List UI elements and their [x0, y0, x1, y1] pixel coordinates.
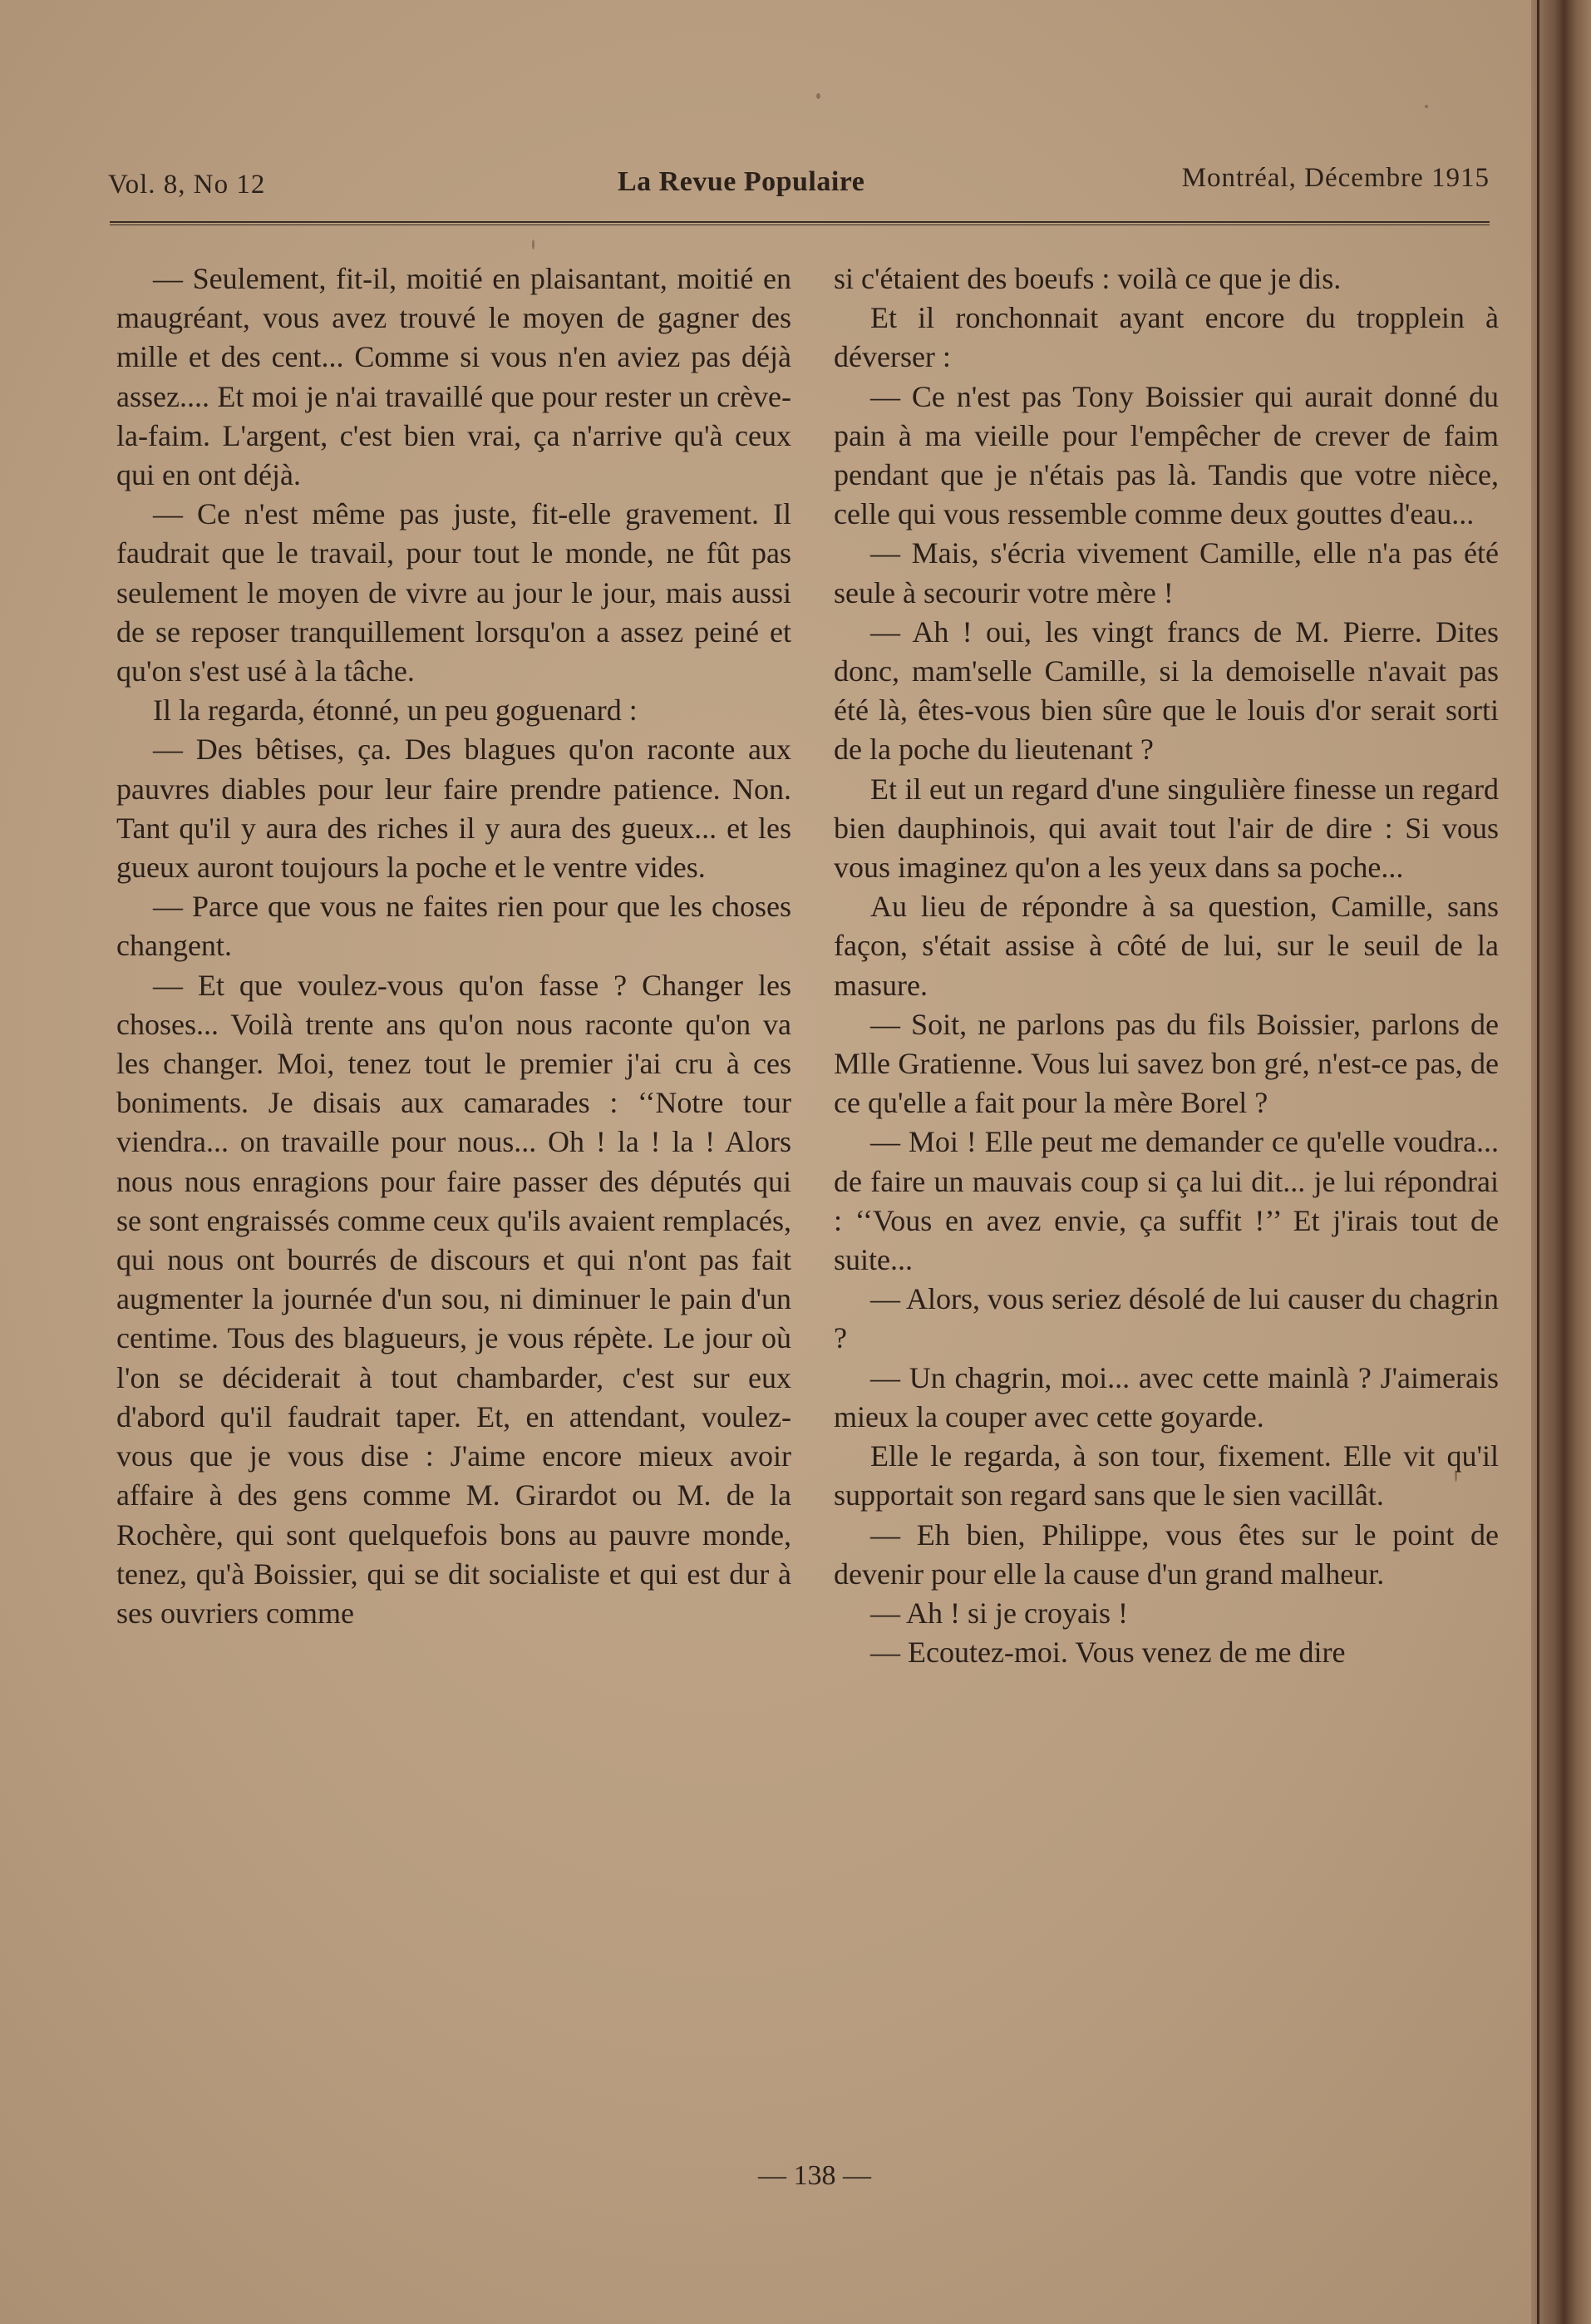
right-text-column: [834, 259, 1499, 1672]
paragraph: — Un chagrin, moi... avec cette mainlà ? J'aimerais mieux la couper avec cette goyarde.: [834, 1360, 1499, 1433]
header-volume: Vol. 8, No 12: [108, 170, 266, 200]
paragraph: — Eh bien, Philippe, vous êtes sur le point de devenir pour elle la cause d'un grand malheur.: [834, 1517, 1499, 1591]
paper-speck: [816, 93, 820, 99]
paragraph: — Mais, s'écria vivement Camille, elle n'a pas été seule à secourir votre mère !: [834, 536, 1499, 609]
paragraph: Il la regarda, étonné, un peu goguenard :: [153, 693, 638, 728]
paper-speck: [1425, 105, 1428, 108]
paragraph: Elle le regarda, à son tour, fixement. Elle vit qu'il supportait son regard sans que le sien vacillât.: [834, 1439, 1499, 1512]
paragraph: Au lieu de répondre à sa question, Camille, sans façon, s'était assise à côté de lui, sur le seuil de la masure.: [834, 890, 1499, 1002]
header-rule: [110, 221, 1490, 225]
paragraph: — Seulement, fit-il, moitié en plaisantant, moitié en maugréant, vous avez trouvé le moyen de gagner des mille et des cent... Comme si vous n'en aviez pas déjà assez.... Et moi je n'ai travaillé que pour rester un crève-la-faim. L'argent, c'est bien vrai, ça n'arrive qu'à ceux qui en ont déjà.: [116, 262, 791, 492]
book-gutter-line: [1537, 0, 1539, 2324]
header-journal-title: La Revue Populaire: [618, 166, 865, 197]
paragraph: — Parce que vous ne faites rien pour que les choses changent.: [116, 890, 791, 963]
paper-speck: [532, 239, 534, 249]
book-spine-shadow: [1531, 0, 1591, 2324]
paragraph: — Et que voulez-vous qu'on fasse ? Changer les choses... Voilà trente ans qu'on nous raconte qu'on va les changer. Moi, tenez tout le premier j'ai cru à ces boniments. Je disais aux camarades : ‘‘Notre tour viendra... on travaille pour nous... Oh ! la ! la ! Alors nous nous enragions pour faire passer des députés qui se sont engraissés comme ceux qu'ils avaient remplacés, qui nous ont bourrés de discours et qui n'ont pas fait augmenter la journée d'un sou, ni diminuer le pain d'un centime. Tous des blagueurs, je vous répète. Le jour où l'on se déciderait à tout chambarder, c'est sur eux d'abord qu'il faudrait taper. Et, en attendant, voulez-vous que je vous dise : J'aime encore mieux avoir affaire à des gens comme M. Girardot ou M. de la Rochère, qui sont quelquefois bons au pauvre monde, tenez, qu'à Boissier, qui se dit socialiste et qui est dur à ses ouvriers comme: [116, 968, 791, 1630]
paragraph: — Ecoutez-moi. Vous venez de me dire: [870, 1636, 1346, 1670]
running-header: [106, 163, 1495, 213]
paragraph: — Alors, vous seriez désolé de lui causer du chagrin ?: [834, 1282, 1499, 1355]
paragraph: — Ah ! oui, les vingt francs de M. Pierre. Dites donc, mam'selle Camille, si la demoiselle n'avait pas été là, êtes-vous bien sûre que le louis d'or serait sorti de la poche du lieutenant ?: [834, 614, 1499, 767]
paragraph: — Ah ! si je croyais !: [870, 1596, 1128, 1630]
paragraph: — Ce n'est pas Tony Boissier qui aurait donné du pain à ma vieille pour l'empêcher de crever de faim pendant que je n'étais pas là. Tandis que votre nièce, celle qui vous ressemble comme deux gouttes d'eau...: [834, 379, 1499, 531]
paragraph: — Moi ! Elle peut me demander ce qu'elle voudra... de faire un mauvais coup si ça lui dit... je lui répondrai : ‘‘Vous en avez envie, ça suffit !’’ Et j'irais tout de suite...: [834, 1125, 1499, 1277]
left-text-column: [116, 259, 791, 1633]
paragraph: — Des bêtises, ça. Des blagues qu'on raconte aux pauvres diables pour leur faire prendre patience. Non. Tant qu'il y aura des riches il y aura des gueux... et les gueux auront toujours la poche et le ventre vides.: [116, 733, 791, 885]
paragraph: — Ce n'est même pas juste, fit-elle gravement. Il faudrait que le travail, pour tout le monde, ne fût pas seulement le moyen de vivre au jour le jour, mais aussi de se reposer tranquillement lorsqu'on a assez peiné et qu'on s'est usé à la tâche.: [116, 497, 791, 688]
header-place-date: Montréal, Décembre 1915: [1181, 163, 1490, 193]
page-number: — 138 —: [758, 2160, 871, 2191]
paragraph: — Soit, ne parlons pas du fils Boissier, parlons de Mlle Gratienne. Vous lui savez bon gré, n'est-ce pas, de ce qu'elle a fait pour la mère Borel ?: [834, 1007, 1499, 1120]
paragraph: Et il ronchonnait ayant encore du tropplein à déverser :: [834, 301, 1499, 374]
paragraph: si c'étaient des boeufs : voilà ce que je dis.: [834, 262, 1342, 295]
paragraph: Et il eut un regard d'une singulière finesse un regard bien dauphinois, qui avait tout l'air de dire : Si vous vous imaginez qu'on a les yeux dans sa poche...: [834, 772, 1499, 885]
